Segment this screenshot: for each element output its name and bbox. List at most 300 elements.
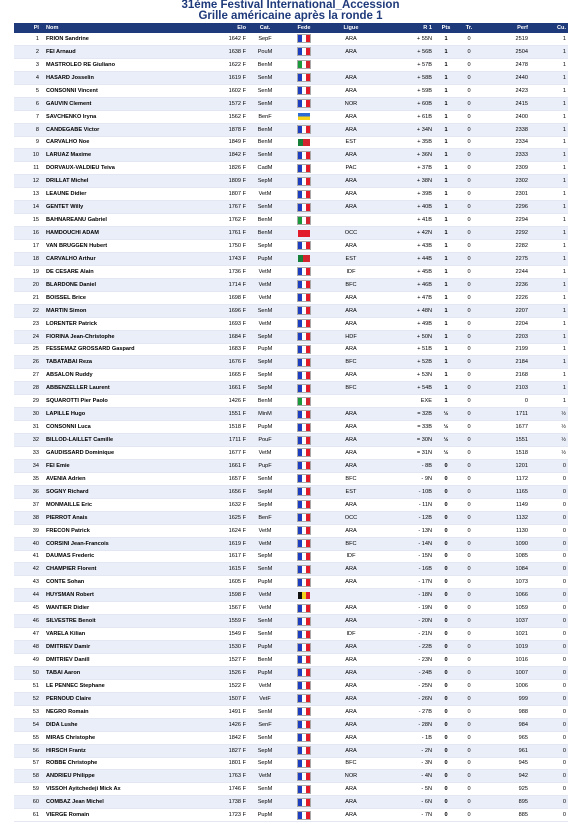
- table-row: [14, 576, 568, 589]
- player-name: AVENIA Adrien: [44, 472, 212, 485]
- player-league: ARA: [326, 45, 376, 58]
- player-federation: [282, 110, 326, 123]
- flag-fr-icon: [297, 759, 311, 768]
- player-elo: 1750 F: [212, 240, 248, 253]
- player-cumulative: 0: [530, 563, 568, 576]
- flag-fr-icon: [297, 552, 311, 561]
- player-points: 1: [434, 214, 458, 227]
- round-1-result: - 9N: [376, 472, 434, 485]
- player-cumulative: 0: [530, 757, 568, 770]
- round-1-result: - 26N: [376, 692, 434, 705]
- player-cumulative: 0: [530, 809, 568, 822]
- flag-fr-icon: [297, 293, 311, 302]
- player-federation: [282, 421, 326, 434]
- player-performance: 1066: [480, 589, 530, 602]
- round-1-result: - 23N: [376, 654, 434, 667]
- player-performance: 2478: [480, 58, 530, 71]
- player-category: BenM: [248, 58, 282, 71]
- player-performance: 945: [480, 757, 530, 770]
- player-tiebreak: 0: [458, 615, 480, 628]
- player-cumulative: 0: [530, 692, 568, 705]
- player-points: 0: [434, 550, 458, 563]
- player-name: COMBAZ Jean Michel: [44, 796, 212, 809]
- player-performance: 2519: [480, 33, 530, 45]
- player-performance: 1021: [480, 628, 530, 641]
- player-federation: [282, 175, 326, 188]
- player-rank: 11: [14, 162, 44, 175]
- player-category: SepM: [248, 356, 282, 369]
- player-federation: [282, 97, 326, 110]
- player-performance: 2236: [480, 278, 530, 291]
- player-category: BenM: [248, 227, 282, 240]
- player-league: ARA: [326, 705, 376, 718]
- player-tiebreak: 0: [458, 278, 480, 291]
- player-category: SepM: [248, 175, 282, 188]
- player-league: ARA: [326, 201, 376, 214]
- player-federation: [282, 434, 326, 447]
- player-performance: 1130: [480, 524, 530, 537]
- player-name: CONTE Sohan: [44, 576, 212, 589]
- player-name: SOGNY Richard: [44, 485, 212, 498]
- player-performance: 2296: [480, 201, 530, 214]
- player-name: CHAMPIER Florent: [44, 563, 212, 576]
- player-league: [326, 395, 376, 408]
- round-1-result: + 56B: [376, 45, 434, 58]
- table-row: [14, 395, 568, 408]
- player-category: SenM: [248, 84, 282, 97]
- table-row: [14, 705, 568, 718]
- player-rank: 60: [14, 796, 44, 809]
- player-federation: [282, 550, 326, 563]
- player-cumulative: 0: [530, 511, 568, 524]
- player-tiebreak: 0: [458, 369, 480, 382]
- player-cumulative: 1: [530, 175, 568, 188]
- table-row: [14, 524, 568, 537]
- player-rank: 58: [14, 770, 44, 783]
- player-league: ARA: [326, 524, 376, 537]
- player-league: ARA: [326, 731, 376, 744]
- player-rank: 10: [14, 149, 44, 162]
- player-category: VetM: [248, 291, 282, 304]
- flag-fr-icon: [297, 578, 311, 587]
- player-cumulative: 1: [530, 84, 568, 97]
- player-elo: 1711 F: [212, 434, 248, 447]
- player-points: 1: [434, 33, 458, 45]
- player-league: ARA: [326, 718, 376, 731]
- player-points: 0: [434, 589, 458, 602]
- player-federation: [282, 628, 326, 641]
- player-league: ARA: [326, 123, 376, 136]
- player-performance: 2301: [480, 188, 530, 201]
- flag-fr-icon: [297, 733, 311, 742]
- player-federation: [282, 498, 326, 511]
- round-1-result: + 53N: [376, 369, 434, 382]
- player-rank: 45: [14, 602, 44, 615]
- player-rank: 4: [14, 71, 44, 84]
- player-federation: [282, 459, 326, 472]
- flag-fr-icon: [297, 332, 311, 341]
- player-rank: 13: [14, 188, 44, 201]
- col-header-tr: Tr.: [465, 25, 473, 31]
- round-1-result: - 1B: [376, 731, 434, 744]
- player-federation: [282, 537, 326, 550]
- player-points: 0: [434, 485, 458, 498]
- table-row: [14, 809, 568, 822]
- player-performance: 2275: [480, 252, 530, 265]
- player-elo: 1522 F: [212, 679, 248, 692]
- player-points: 0: [434, 757, 458, 770]
- player-name: FIORINA Jean-Christophe: [44, 330, 212, 343]
- player-name: ROBBE Christophe: [44, 757, 212, 770]
- player-performance: 2292: [480, 227, 530, 240]
- player-federation: [282, 227, 326, 240]
- table-row: [14, 110, 568, 123]
- player-points: 1: [434, 58, 458, 71]
- table-row: [14, 563, 568, 576]
- player-cumulative: 1: [530, 201, 568, 214]
- player-rank: 15: [14, 214, 44, 227]
- round-1-result: - 8B: [376, 459, 434, 472]
- table-row: [14, 498, 568, 511]
- table-row: [14, 666, 568, 679]
- player-league: ARA: [326, 744, 376, 757]
- player-tiebreak: 0: [458, 214, 480, 227]
- player-points: 0: [434, 459, 458, 472]
- player-category: SenM: [248, 563, 282, 576]
- player-elo: 1698 F: [212, 291, 248, 304]
- player-name: MIRAS Christophe: [44, 731, 212, 744]
- player-rank: 32: [14, 434, 44, 447]
- table-row: [14, 214, 568, 227]
- player-league: ARA: [326, 679, 376, 692]
- flag-fr-icon: [297, 384, 311, 393]
- table-row: [14, 278, 568, 291]
- round-1-result: - 11N: [376, 498, 434, 511]
- player-points: 0: [434, 770, 458, 783]
- player-performance: 2338: [480, 123, 530, 136]
- player-rank: 8: [14, 123, 44, 136]
- player-tiebreak: 0: [458, 447, 480, 460]
- player-cumulative: 1: [530, 71, 568, 84]
- player-league: ARA: [326, 317, 376, 330]
- player-performance: 1090: [480, 537, 530, 550]
- player-performance: 1201: [480, 459, 530, 472]
- player-elo: 1657 F: [212, 472, 248, 485]
- player-name: HIRSCH Frantz: [44, 744, 212, 757]
- player-league: ARA: [326, 796, 376, 809]
- player-federation: [282, 757, 326, 770]
- player-name: MONMAILLE Eric: [44, 498, 212, 511]
- player-rank: 22: [14, 304, 44, 317]
- flag-fr-icon: [297, 34, 311, 43]
- player-rank: 23: [14, 317, 44, 330]
- player-cumulative: 0: [530, 783, 568, 796]
- player-category: BenM: [248, 123, 282, 136]
- player-tiebreak: 0: [458, 744, 480, 757]
- player-league: ARA: [326, 666, 376, 679]
- player-tiebreak: 0: [458, 382, 480, 395]
- player-federation: [282, 718, 326, 731]
- player-points: 0: [434, 809, 458, 822]
- player-category: VetM: [248, 278, 282, 291]
- player-performance: 1677: [480, 421, 530, 434]
- player-tiebreak: 0: [458, 718, 480, 731]
- player-performance: 2204: [480, 317, 530, 330]
- table-row: [14, 343, 568, 356]
- table-row: [14, 589, 568, 602]
- player-federation: [282, 576, 326, 589]
- player-name: LE PENNEC Stephane: [44, 679, 212, 692]
- player-points: 0: [434, 731, 458, 744]
- flag-fr-icon: [297, 617, 311, 626]
- player-league: ARA: [326, 33, 376, 45]
- player-elo: 1642 F: [212, 33, 248, 45]
- flag-fr-icon: [297, 177, 311, 186]
- player-category: PupM: [248, 809, 282, 822]
- player-category: SepM: [248, 796, 282, 809]
- player-performance: 2103: [480, 382, 530, 395]
- round-1-result: - 25N: [376, 679, 434, 692]
- player-category: SenM: [248, 97, 282, 110]
- player-league: ARA: [326, 240, 376, 253]
- round-1-result: + 60B: [376, 97, 434, 110]
- player-category: SepM: [248, 485, 282, 498]
- player-name: FESSEMAZ GROSSARD Gaspard: [44, 343, 212, 356]
- player-federation: [282, 679, 326, 692]
- player-rank: 42: [14, 563, 44, 576]
- table-row: [14, 369, 568, 382]
- table-row: [14, 58, 568, 71]
- player-federation: [282, 472, 326, 485]
- player-points: 0: [434, 524, 458, 537]
- player-elo: 1426 F: [212, 395, 248, 408]
- flag-fr-icon: [297, 681, 311, 690]
- player-league: ARA: [326, 576, 376, 589]
- player-league: IDF: [326, 265, 376, 278]
- player-points: 1: [434, 317, 458, 330]
- player-federation: [282, 654, 326, 667]
- flag-fr-icon: [297, 668, 311, 677]
- table-row: [14, 757, 568, 770]
- player-league: ARA: [326, 434, 376, 447]
- player-federation: [282, 615, 326, 628]
- table-row: [14, 33, 568, 45]
- player-tiebreak: 0: [458, 731, 480, 744]
- player-points: 1: [434, 71, 458, 84]
- player-federation: [282, 214, 326, 227]
- player-rank: 27: [14, 369, 44, 382]
- player-rank: 5: [14, 84, 44, 97]
- player-tiebreak: 0: [458, 421, 480, 434]
- player-category: VetM: [248, 679, 282, 692]
- table-row: [14, 472, 568, 485]
- player-points: 1: [434, 382, 458, 395]
- player-elo: 1762 F: [212, 214, 248, 227]
- player-points: 0: [434, 692, 458, 705]
- player-elo: 1684 F: [212, 330, 248, 343]
- player-name: CARVALHO Arthur: [44, 252, 212, 265]
- player-cumulative: 0: [530, 641, 568, 654]
- round-1-result: - 15N: [376, 550, 434, 563]
- flag-fr-icon: [297, 241, 311, 250]
- player-points: 0: [434, 615, 458, 628]
- player-name: SQUAROTTI Pier Paolo: [44, 395, 212, 408]
- round-1-result: - 22B: [376, 641, 434, 654]
- player-federation: [282, 485, 326, 498]
- round-1-result: + 42N: [376, 227, 434, 240]
- player-name: MASTROLEO RE Giuliano: [44, 58, 212, 71]
- player-cumulative: 0: [530, 628, 568, 641]
- player-name: NEGRO Romain: [44, 705, 212, 718]
- player-cumulative: 1: [530, 45, 568, 58]
- player-elo: 1738 F: [212, 796, 248, 809]
- player-points: 1: [434, 136, 458, 149]
- player-name: FRION Sandrine: [44, 33, 212, 45]
- flag-fr-icon: [297, 423, 311, 432]
- player-performance: 1149: [480, 498, 530, 511]
- table-row: [14, 304, 568, 317]
- player-tiebreak: 0: [458, 33, 480, 45]
- player-tiebreak: 0: [458, 796, 480, 809]
- player-cumulative: 0: [530, 654, 568, 667]
- player-category: SepM: [248, 498, 282, 511]
- player-league: BFC: [326, 356, 376, 369]
- player-performance: 2244: [480, 265, 530, 278]
- flag-fr-icon: [297, 694, 311, 703]
- player-rank: 21: [14, 291, 44, 304]
- table-row: [14, 330, 568, 343]
- flag-fr-icon: [297, 565, 311, 574]
- table-row: [14, 240, 568, 253]
- player-performance: 942: [480, 770, 530, 783]
- player-points: 1: [434, 343, 458, 356]
- player-elo: 1619 F: [212, 537, 248, 550]
- flag-fr-icon: [297, 164, 311, 173]
- player-rank: 29: [14, 395, 44, 408]
- player-federation: [282, 291, 326, 304]
- player-rank: 61: [14, 809, 44, 822]
- player-rank: 6: [14, 97, 44, 110]
- player-cumulative: 1: [530, 227, 568, 240]
- player-category: VetF: [248, 692, 282, 705]
- player-tiebreak: 0: [458, 330, 480, 343]
- player-league: ARA: [326, 408, 376, 421]
- player-name: SAVCHENKO Iryna: [44, 110, 212, 123]
- round-1-result: - 14N: [376, 537, 434, 550]
- player-cumulative: 0: [530, 770, 568, 783]
- table-row: [14, 84, 568, 97]
- player-points: 1: [434, 252, 458, 265]
- flag-fr-icon: [297, 798, 311, 807]
- player-tiebreak: 0: [458, 97, 480, 110]
- player-federation: [282, 330, 326, 343]
- flag-it-icon: [297, 60, 311, 69]
- round-1-result: + 39B: [376, 188, 434, 201]
- player-performance: 2400: [480, 110, 530, 123]
- flag-fr-icon: [297, 371, 311, 380]
- player-tiebreak: 0: [458, 589, 480, 602]
- player-points: ½: [434, 434, 458, 447]
- player-federation: [282, 395, 326, 408]
- player-federation: [282, 304, 326, 317]
- player-name: DAUMAS Frederic: [44, 550, 212, 563]
- player-cumulative: 1: [530, 330, 568, 343]
- player-points: 1: [434, 304, 458, 317]
- flag-fr-icon: [297, 526, 311, 535]
- player-elo: 1736 F: [212, 265, 248, 278]
- player-league: BFC: [326, 278, 376, 291]
- player-name: TABAI Aaron: [44, 666, 212, 679]
- player-elo: 1518 F: [212, 421, 248, 434]
- player-cumulative: 0: [530, 485, 568, 498]
- player-federation: [282, 240, 326, 253]
- table-row: [14, 136, 568, 149]
- player-elo: 1661 F: [212, 382, 248, 395]
- player-tiebreak: 0: [458, 434, 480, 447]
- round-1-result: + 41B: [376, 214, 434, 227]
- player-league: ARA: [326, 809, 376, 822]
- round-1-result: + 44B: [376, 252, 434, 265]
- player-tiebreak: 0: [458, 511, 480, 524]
- player-league: ARA: [326, 459, 376, 472]
- table-row: [14, 149, 568, 162]
- player-elo: 1572 F: [212, 97, 248, 110]
- flag-fr-icon: [297, 190, 311, 199]
- player-category: VetM: [248, 447, 282, 460]
- round-1-result: + 43B: [376, 240, 434, 253]
- player-elo: 1826 F: [212, 162, 248, 175]
- player-rank: 56: [14, 744, 44, 757]
- player-name: BOISSEL Brice: [44, 291, 212, 304]
- player-rank: 44: [14, 589, 44, 602]
- player-points: 1: [434, 278, 458, 291]
- player-performance: 1085: [480, 550, 530, 563]
- player-league: NOR: [326, 97, 376, 110]
- player-elo: 1842 F: [212, 149, 248, 162]
- player-federation: [282, 278, 326, 291]
- player-points: 0: [434, 718, 458, 731]
- player-points: 0: [434, 744, 458, 757]
- table-row: [14, 692, 568, 705]
- player-name: SILVESTRE Benoit: [44, 615, 212, 628]
- player-cumulative: 1: [530, 188, 568, 201]
- player-federation: [282, 731, 326, 744]
- player-tiebreak: 0: [458, 291, 480, 304]
- player-cumulative: 1: [530, 278, 568, 291]
- player-performance: 999: [480, 692, 530, 705]
- player-cumulative: 1: [530, 382, 568, 395]
- player-cumulative: ½: [530, 434, 568, 447]
- flag-fr-icon: [297, 125, 311, 134]
- player-elo: 1723 F: [212, 809, 248, 822]
- table-row: [14, 317, 568, 330]
- player-performance: 2184: [480, 356, 530, 369]
- player-league: BFC: [326, 472, 376, 485]
- player-name: GAUDISSARD Dominique: [44, 447, 212, 460]
- player-cumulative: 1: [530, 162, 568, 175]
- player-points: 1: [434, 149, 458, 162]
- player-points: 1: [434, 291, 458, 304]
- player-cumulative: 0: [530, 576, 568, 589]
- player-name: LORENTER Patrick: [44, 317, 212, 330]
- player-rank: 40: [14, 537, 44, 550]
- player-performance: 2440: [480, 71, 530, 84]
- player-cumulative: 1: [530, 97, 568, 110]
- player-tiebreak: 0: [458, 136, 480, 149]
- player-name: CORSINI Jean-Francois: [44, 537, 212, 550]
- player-league: ARA: [326, 369, 376, 382]
- player-league: ARA: [326, 175, 376, 188]
